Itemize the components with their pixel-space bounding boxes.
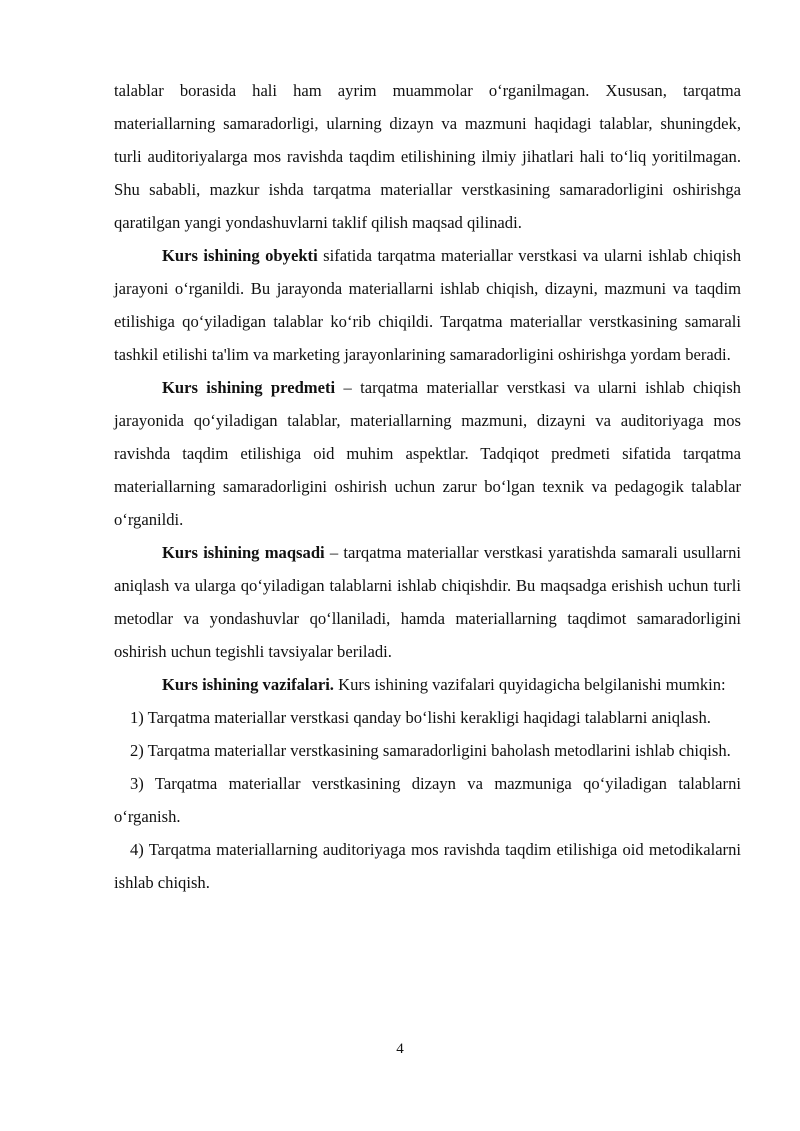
task-item-3: 3) Tarqatma materiallar verstkasining dizayn va mazmuniga qo‘yiladigan talablarni o‘rganish. (114, 774, 741, 826)
task-item-1: 1) Tarqatma materiallar verstkasi qanday bo‘lishi kerakligi haqidagi talablarni aniqlash. (130, 708, 711, 727)
task-item-2: 2) Tarqatma materiallar verstkasining samaradorligini baholash metodlarini ishlab chiqish. (130, 741, 731, 760)
goal-text: – tarqatma materiallar verstkasi yaratishda samarali usullarni aniqlash va ularga qo‘yiladigan talablarni ishlab chiqishdir. Bu maqsadga erishish uchun turli metodlar va yondashuvlar qo‘llaniladi, hamda materiallarning taqdimot samaradorligini oshirish uchun tegishli tavsiyalar beriladi. (114, 543, 741, 661)
subject-paragraph (114, 371, 741, 536)
task-item-4: 4) Tarqatma materiallarning auditoriyaga mos ravishda taqdim etilishiga oid metodikalarni ishlab chiqish. (114, 840, 741, 892)
tasks-text: Kurs ishining vazifalari quyidagicha belgilanishi mumkin: (333, 675, 726, 694)
object-text: sifatida tarqatma materiallar verstkasi va ularni ishlab chiqish jarayoni o‘rganildi. Bu jarayonda materiallarni ishlab chiqish, dizayni, mazmuni va taqdim etilishiga qo‘yiladigan talablar ko‘rib chiqildi. Tarqatma materiallar verstkasining samarali tashkil etilishi ta'lim va marketing jarayonlarining samaradorligini oshirishga yordam beradi. (114, 246, 741, 364)
document-page (114, 74, 741, 899)
object-heading: Kurs ishining obyekti (162, 246, 318, 265)
subject-heading: Kurs ishining predmeti (162, 378, 336, 397)
tasks-heading: Kurs ishining vazifalari. (162, 675, 334, 694)
intro-paragraph: talablar borasida hali ham ayrim muammolar o‘rganilmagan. Xususan, tarqatma materiallarning samaradorligi, ularning dizayn va mazmuni haqidagi talablar, shuningdek, turli auditoriyalarga mos ravishda taqdim etilishining ilmiy jihatlari hali to‘liq yoritilmagan. Shu sababli, mazkur ishda tarqatma materiallar verstkasining samaradorligini oshirishga qaratilgan yangi yondashuvlarni taklif qilish maqsad qilinadi. (114, 81, 741, 232)
tasks-paragraph (114, 668, 741, 701)
page-number: 4 (396, 1041, 404, 1057)
goal-paragraph (114, 536, 741, 668)
object-paragraph (114, 239, 741, 371)
goal-heading: Kurs ishining maqsadi (162, 543, 325, 562)
subject-text: – tarqatma materiallar verstkasi va ularni ishlab chiqish jarayonida qo‘yiladigan talablar, materiallarning mazmuni, dizayni va auditoriyaga mos ravishda taqdim etilishiga oid muhim aspektlar. Tadqiqot predmeti sifatida tarqatma materiallarning samaradorligini oshirish uchun zarur bo‘lgan texnik va pedagogik talablar o‘rganildi. (114, 378, 741, 529)
